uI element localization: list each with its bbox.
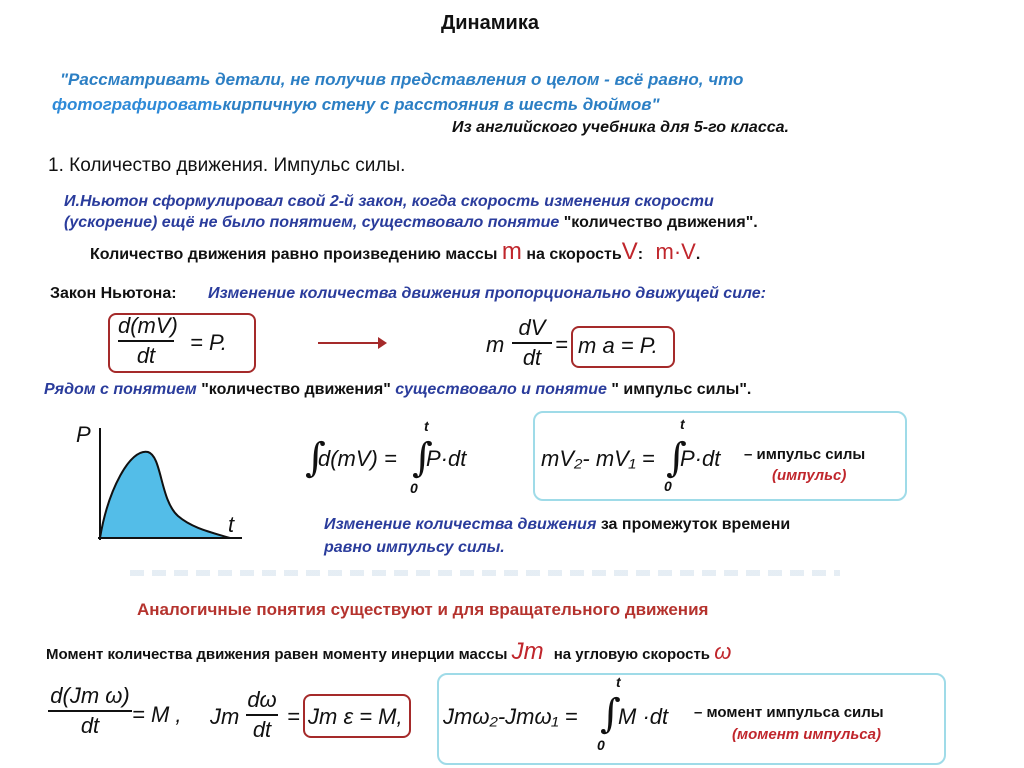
page-title: Динамика xyxy=(441,12,539,34)
fraction-d-mV-dt xyxy=(118,313,178,368)
newton-line-2 xyxy=(64,214,758,232)
impulse-change-b: за промежуток времени xyxy=(600,516,791,533)
na-skorost-text: на скорость xyxy=(526,246,622,263)
impulse-intro-a: Рядом с понятием xyxy=(44,381,197,398)
impulse-label: – импульс силы xyxy=(744,446,866,463)
symbol-m: m xyxy=(501,238,522,265)
symbol-omega: ω xyxy=(714,639,732,664)
fraction-den: dt xyxy=(252,717,272,742)
period: . xyxy=(695,246,701,263)
fraction-den: dt xyxy=(80,713,100,738)
formula-2-box-text: m a = P. xyxy=(578,333,658,358)
impulse-paren: (импульс) xyxy=(772,467,847,484)
moment-text: Момент количества движения равен моменту инерции массы xyxy=(46,646,508,663)
fraction-den: dt xyxy=(522,345,542,370)
impulse-intro-b: "количество движения" xyxy=(201,381,391,398)
impulse-change-line-2: равно импульсу силы. xyxy=(324,539,505,556)
integral-sign-1: ∫ xyxy=(305,435,326,481)
integral-2-lower: 0 xyxy=(410,480,418,496)
formula-1-rhs: = P. xyxy=(190,330,227,355)
symbol-Jm: Jm xyxy=(511,638,544,665)
quote-line-2 xyxy=(52,95,660,115)
quote-line-2-rest: кирпичную стену с расстояния в шесть дюймов" xyxy=(222,95,660,114)
integral-2-upper: t xyxy=(424,418,429,434)
rotation-box-text: Jm ε = M, xyxy=(308,704,403,729)
fraction-num: d(mV) xyxy=(118,313,178,338)
graph-x-label: t xyxy=(228,512,235,537)
fraction-domega-dt xyxy=(246,688,278,742)
integral-4-upper: t xyxy=(616,674,621,690)
quote-source: Из английского учебника для 5-го класса. xyxy=(452,119,789,136)
quote-word-photograph: фотографировать xyxy=(52,95,223,114)
integral-sign-2: ∫ xyxy=(412,435,433,481)
colon: : xyxy=(637,246,644,263)
rotation-3-lhs: Jmω₂-Jmω₁ = xyxy=(443,704,578,729)
arrow-head-icon xyxy=(378,337,387,349)
rotation-3-rhs: M ·dt xyxy=(618,704,669,729)
integral-sign-3: ∫ xyxy=(666,435,687,481)
rotation-heading: Аналогичные понятия существуют и для вращательного движения xyxy=(137,600,709,619)
fraction-dV-dt xyxy=(512,316,552,370)
newton-line-1: И.Ньютон сформулировал свой 2-й закон, когда скорость изменения скорости xyxy=(64,193,714,210)
quote-line-1: "Рассматривать детали, не получив представления о целом - всё равно, что xyxy=(60,70,744,89)
na-uglovuyu-text: на угловую скорость xyxy=(553,646,711,663)
integral-1-rhs: P·dt xyxy=(426,446,467,471)
impulse-area xyxy=(100,452,230,538)
integral-2-rhs: P·dt xyxy=(680,446,721,471)
arrow-line xyxy=(318,342,384,344)
fraction-bar xyxy=(118,340,174,342)
impulse-intro-c: существовало и понятие xyxy=(395,381,607,398)
fraction-den: dt xyxy=(136,343,156,368)
faded-divider xyxy=(130,570,840,576)
section-1-heading: 1. Количество движения. Импульс силы. xyxy=(48,155,406,176)
rotation-2-J: Jm xyxy=(210,704,240,729)
moment-impulse-label: – момент импульса силы xyxy=(694,704,884,721)
impulse-intro-d: " импульс силы". xyxy=(611,381,752,398)
integral-3-lower: 0 xyxy=(664,478,672,494)
integral-1-lhs: d(mV) = xyxy=(318,446,397,471)
fraction-num: dω xyxy=(247,687,277,712)
momentum-definition xyxy=(90,238,700,266)
impulse-intro xyxy=(44,381,751,399)
integral-4-lower: 0 xyxy=(597,737,605,753)
symbol-V: V xyxy=(621,238,638,265)
fraction-bar xyxy=(512,342,552,344)
fraction-num: dV xyxy=(518,315,546,340)
fraction-bar xyxy=(246,714,278,716)
impulse-change-a: Изменение количества движения xyxy=(324,516,597,533)
symbol-mV: m·V xyxy=(655,239,696,264)
moment-line xyxy=(46,638,731,666)
fraction-bar xyxy=(48,710,132,712)
integral-3-upper: t xyxy=(680,416,685,432)
formula-2-m: m xyxy=(486,332,505,357)
newton-quote-term: "количество движения". xyxy=(563,214,758,231)
fraction-d-Jm-omega-dt xyxy=(48,684,132,738)
graph-y-label: P xyxy=(76,422,91,447)
integral-sign-4: ∫ xyxy=(600,691,621,737)
integral-2-lhs: mV₂- mV₁ = xyxy=(541,446,655,471)
rotation-2-eq: = xyxy=(287,704,300,729)
newton-law-statement: Изменение количества движения пропорционально движущей силе: xyxy=(208,285,766,302)
newton-law-label: Закон Ньютона: xyxy=(50,285,177,302)
formula-2-eq: = xyxy=(555,332,568,357)
newton-line-2-text: (ускорение) ещё не было понятием, существовало понятие xyxy=(64,214,560,231)
fraction-num: d(Jm ω) xyxy=(50,683,130,708)
momentum-text: Количество движения равно произведению массы xyxy=(90,246,498,263)
rotation-1-rhs: = M , xyxy=(132,702,182,727)
impulse-change-line-1 xyxy=(324,516,790,534)
moment-impulse-paren: (момент импульса) xyxy=(732,726,881,743)
